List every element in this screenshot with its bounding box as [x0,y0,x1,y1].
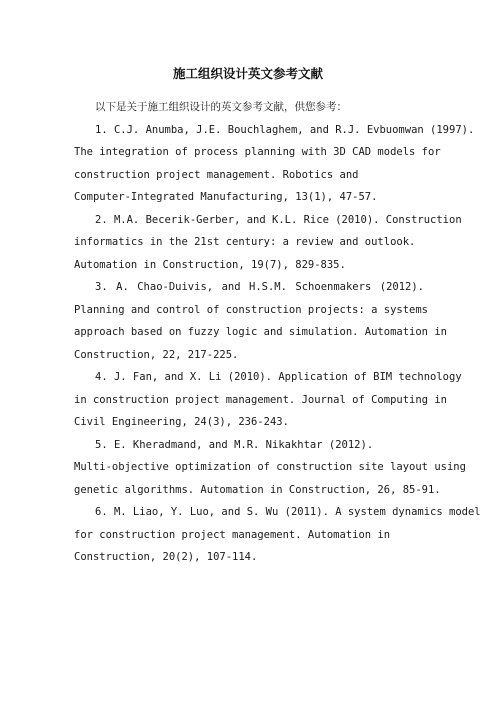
reference-line: 5. E. Kheradmand, and M.R. Nikakhtar (2012). [95,438,374,451]
reference-line: for construction project management. Automation in [74,528,391,541]
reference-line: 3. A. Chao-Duivis, and H.S.M. Schoenmakers (2012). [95,281,424,293]
intro-paragraph: 以下是关于施工组织设计的英文参考文献，供您参考： [95,101,347,113]
reference-item [74,276,447,366]
reference-line: approach based on fuzzy logic and simulation. Automation in [74,326,447,338]
reference-line: Construction, 22, 217-225. [74,348,239,361]
reference-line: Planning and control of construction projects: a systems [74,303,429,316]
reference-line: Multi-objective optimization of construction site layout using [74,461,466,473]
document-title: 施工组织设计英文参考文献 [172,66,323,81]
reference-line: Civil Engineering, 24(3), 236-243. [74,416,289,428]
reference-line: 4. J. Fan, and X. Li (2010). Application of BIM technology [95,371,462,383]
reference-line: 6. M. Liao, Y. Luo, and S. Wu (2011). A system dynamics model [95,506,481,518]
reference-line: Computer-Integrated Manufacturing, 13(1), 47-57. [74,191,378,203]
reference-item [74,434,466,502]
reference-line: Construction, 20(2), 107-114. [74,551,258,563]
reference-line: 2. M.A. Becerik-Gerber, and K.L. Rice (2010). Construction [95,213,462,226]
document-body [74,96,481,569]
reference-line: Automation in Construction, 19(7), 829-835. [74,258,346,271]
reference-line: genetic algorithms. Automation in Construction, 26, 85-91. [74,483,441,496]
reference-line: construction project management. Robotics and [74,168,359,181]
reference-item [74,366,462,434]
reference-line: informatics in the 21st century: a review and outlook. [74,236,416,248]
reference-item [74,501,481,569]
reference-item [74,119,475,209]
reference-line: in construction project management. Journal of Computing in [74,393,447,406]
reference-line: 1. C.J. Anumba, J.E. Bouchlaghem, and R.J. Evbuomwan (1997). [95,123,475,136]
reference-line: The integration of process planning with 3D CAD models for [74,146,441,158]
reference-item [74,209,462,277]
